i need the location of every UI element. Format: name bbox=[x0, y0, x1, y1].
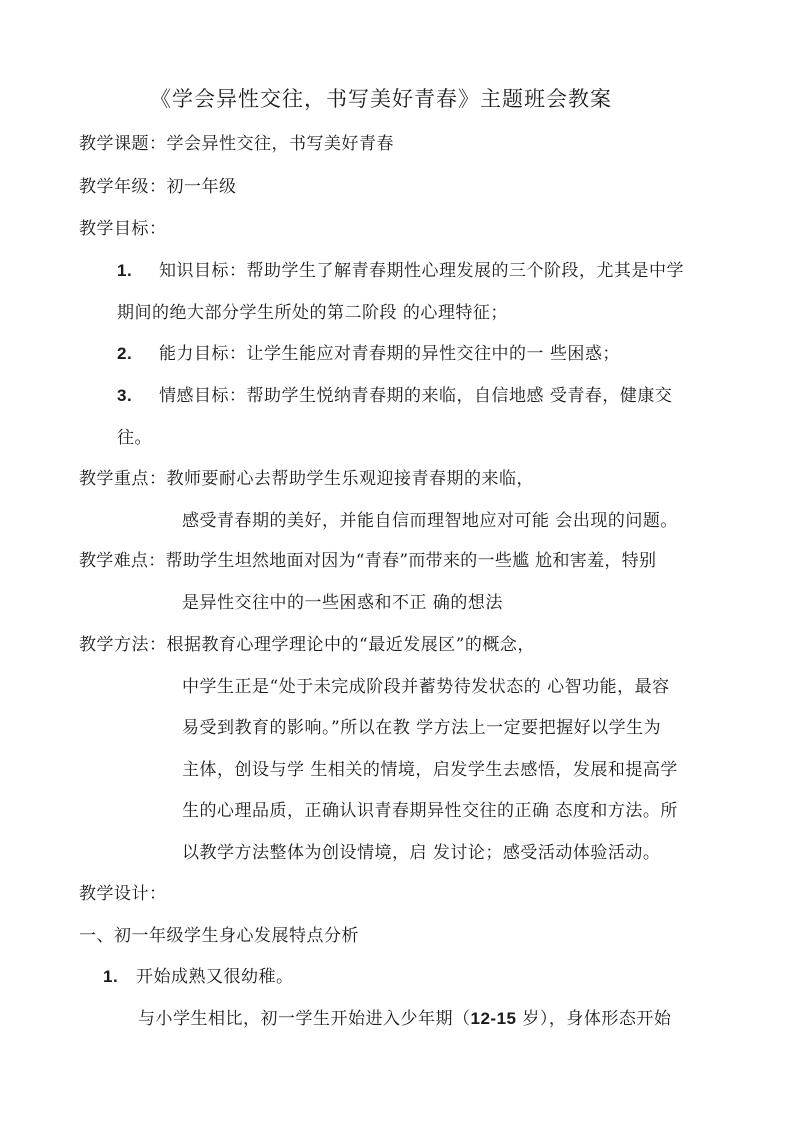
methods-paragraph-line: 以教学方法整体为创设情境，启 发讨论；感受活动体验活动。 bbox=[182, 843, 661, 863]
paragraph-text: 与小学生相比，初一学生开始进入少年期（ bbox=[138, 1009, 471, 1029]
objective-text: 能力目标：让学生能应对青春期的异性交往中的一 些困惑； bbox=[159, 344, 620, 364]
key-points-continued: 感受青春期的美好，并能自信而理智地应对可能 会出现的问题。 bbox=[182, 511, 678, 531]
objective-number: 2. bbox=[117, 344, 133, 363]
objective-number: 1. bbox=[117, 261, 133, 280]
methods-paragraph-line: 易受到教育的影响。”所以在教 学方法上一定要把握好以学生为 bbox=[182, 718, 662, 738]
age-range: 12-15 bbox=[470, 1009, 517, 1028]
document-title: 《学会异性交往，书写美好青春》主题班会教案 bbox=[150, 87, 612, 111]
methods-paragraph-line: 主体，创设与学 生相关的情境，启发学生去感悟，发展和提高学 bbox=[182, 760, 678, 780]
objective-text-continued: 往。 bbox=[117, 428, 152, 448]
body-paragraph bbox=[138, 1008, 671, 1030]
objective-item bbox=[117, 343, 620, 365]
objective-item bbox=[117, 385, 672, 407]
objectives-label: 教学目标： bbox=[79, 219, 167, 239]
section-heading: 一、初一年级学生身心发展特点分析 bbox=[79, 926, 359, 946]
teaching-grade: 教学年级：初一年级 bbox=[79, 177, 237, 197]
design-label: 教学设计： bbox=[79, 884, 167, 904]
methods-paragraph-line: 生的心理品质，正确认识青春期异性交往的正确 态度和方法。所 bbox=[182, 801, 678, 821]
teaching-topic: 教学课题：学会异性交往，书写美好青春 bbox=[79, 134, 394, 154]
objective-number: 3. bbox=[117, 386, 133, 405]
key-points: 教学重点：教师要耐心去帮助学生乐观迎接青春期的来临， bbox=[79, 469, 534, 489]
objective-text: 情感目标：帮助学生悦纳青春期的来临，自信地感 受青春，健康交 bbox=[159, 386, 673, 406]
objective-text: 知识目标：帮助学生了解青春期性心理发展的三个阶段，尤其是中学 bbox=[159, 261, 684, 281]
methods-paragraph-line: 中学生正是“处于未完成阶段并蓄势待发状态的 心智功能，最容 bbox=[182, 677, 670, 697]
paragraph-text: 岁），身体形态开始 bbox=[516, 1009, 672, 1029]
objective-text-continued: 期间的绝大部分学生所处的第二阶段 的心理特征； bbox=[117, 303, 508, 323]
subsection-item bbox=[103, 966, 294, 988]
difficulties-continued: 是异性交往中的一些困惑和不正 确的想法 bbox=[182, 593, 503, 613]
methods: 教学方法：根据教育心理学理论中的“最近发展区”的概念， bbox=[79, 635, 535, 655]
difficulties: 教学难点：帮助学生坦然地面对因为“青春”而带来的一些尴 尬和害羞，特别 bbox=[79, 551, 657, 571]
objective-item bbox=[117, 260, 684, 282]
subsection-number: 1. bbox=[103, 967, 119, 986]
subsection-text: 开始成熟又很幼稚。 bbox=[136, 967, 294, 987]
